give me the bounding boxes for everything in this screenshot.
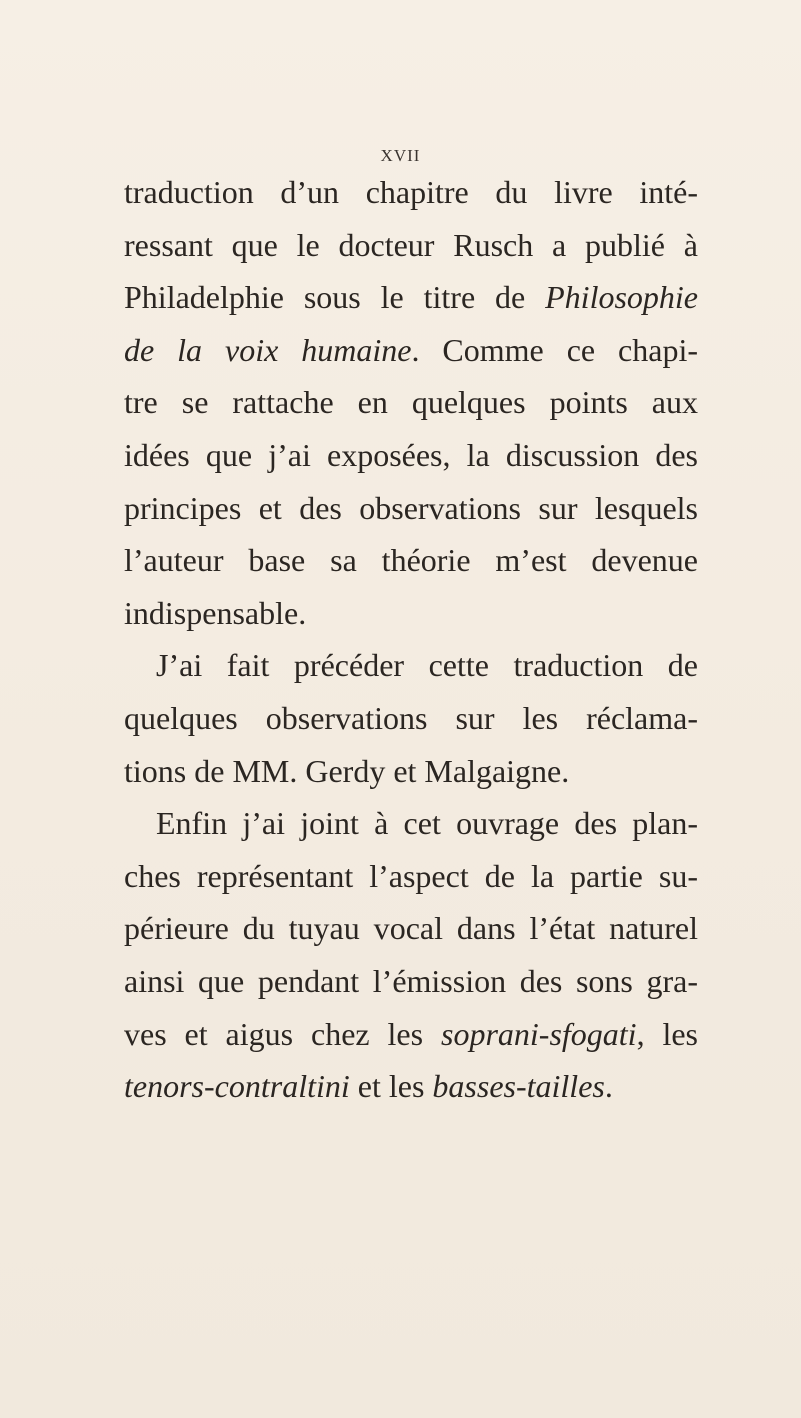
italic-term: tenors-contraltini bbox=[124, 1068, 350, 1105]
text-line bbox=[124, 482, 698, 535]
italic-title: Philosophie bbox=[545, 279, 698, 316]
text-line bbox=[124, 639, 698, 692]
text-segment: principes et des observations sur lesquels bbox=[124, 489, 698, 526]
page-number: XVII bbox=[380, 146, 421, 165]
text-segment: . Comme ce chapi- bbox=[411, 331, 698, 368]
text-segment: traduction d’un chapitre du livre inté- bbox=[124, 174, 698, 210]
text-segment: idées que j’ai exposées, la discussion des bbox=[124, 436, 698, 473]
text-line bbox=[124, 587, 698, 640]
text-segment: J’ai fait précéder cette traduction de bbox=[156, 647, 698, 684]
paragraph bbox=[124, 797, 698, 1113]
text-line bbox=[124, 745, 698, 798]
text-segment: ches représentant l’aspect de la partie su- bbox=[124, 857, 698, 894]
text-line bbox=[124, 376, 698, 429]
paragraph bbox=[124, 166, 698, 639]
text-line bbox=[124, 955, 698, 1008]
body-text bbox=[124, 166, 698, 1113]
text-segment: ainsi que pendant l’émission des sons gra- bbox=[124, 962, 698, 999]
text-line bbox=[124, 797, 698, 850]
text-line bbox=[124, 166, 698, 219]
text-line bbox=[124, 850, 698, 903]
text-line bbox=[124, 1060, 698, 1113]
text-line bbox=[124, 429, 698, 482]
text-segment: périeure du tuyau vocal dans l’état naturel bbox=[124, 910, 698, 947]
text-line bbox=[124, 1008, 698, 1061]
text-line bbox=[124, 271, 698, 324]
text-segment: ressant que le docteur Rusch a publié à bbox=[124, 226, 698, 263]
text-segment: et les bbox=[349, 1068, 433, 1105]
paragraph bbox=[124, 639, 698, 797]
text-segment: indispensable. bbox=[124, 594, 307, 631]
text-segment: l’auteur base sa théorie m’est devenue bbox=[124, 542, 698, 579]
text-segment: quelques observations sur les réclama- bbox=[124, 699, 698, 736]
text-line bbox=[124, 324, 698, 377]
italic-title: de la voix humaine bbox=[124, 331, 412, 368]
text-line bbox=[124, 219, 698, 272]
text-segment: Enfin j’ai joint à cet ouvrage des plan- bbox=[156, 805, 698, 842]
text-line bbox=[124, 692, 698, 745]
text-segment: , les bbox=[636, 1015, 699, 1052]
text-segment: tre se rattache en quelques points aux bbox=[124, 384, 698, 421]
text-segment: ves et aigus chez les bbox=[124, 1015, 441, 1052]
text-segment: . bbox=[604, 1068, 613, 1105]
text-segment: tions de MM. Gerdy et Malgaigne. bbox=[124, 752, 570, 789]
text-line bbox=[124, 534, 698, 587]
italic-term: soprani-sfogati bbox=[440, 1015, 637, 1052]
text-segment: Philadelphie sous le titre de bbox=[124, 279, 546, 316]
italic-term: basses-tailles bbox=[432, 1068, 605, 1105]
text-line bbox=[124, 902, 698, 955]
